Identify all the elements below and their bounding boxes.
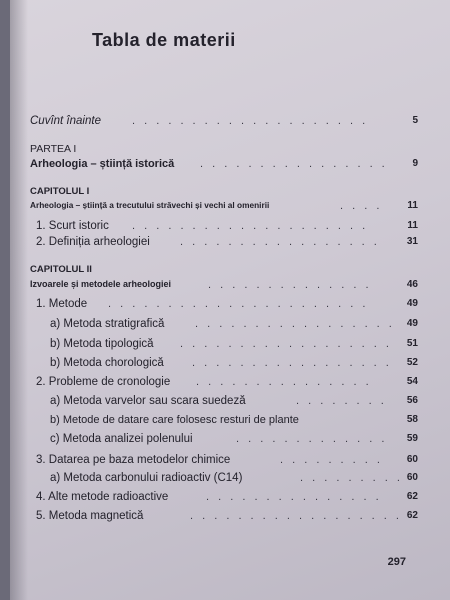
toc-leader-dots: . . . . . . . . . . . . . . . . . . . . [132,115,369,127]
toc-entry-label: Arheologia – știință istorică [30,158,175,170]
toc-entry-label: 5. Metoda magnetică [36,510,144,522]
toc-entry-label: 2. Probleme de cronologie [36,376,171,388]
book-page [10,0,450,600]
toc-chapter-heading [10,264,450,280]
toc-leader-dots: . . . . . . . . . . . . . . . . . [195,318,395,330]
toc-entry-page: 49 [406,298,418,309]
toc-leader-dots: . . . . . . . . . . . . . . . [206,491,382,503]
toc-entry-page: 49 [406,318,418,329]
toc-leader-dots: . . . . . . . . . . . . . . . . [200,158,388,170]
toc-entry-part-title [10,158,450,174]
toc-entry-page: 56 [406,395,418,406]
toc-entry-page: 62 [406,491,418,502]
toc-leader-dots: . . . . [340,200,383,212]
toc-leader-dots: . . . . . . . . [296,395,387,407]
toc-entry-page: 11 [407,220,418,231]
toc-entry-page: 5 [412,115,418,126]
toc-entry [10,298,450,314]
toc-entry-label: a) Metoda stratigrafică [50,318,165,330]
toc-entry-page: 11 [407,200,418,211]
toc-entry [10,472,450,488]
toc-entry [10,236,450,252]
toc-entry-page: 46 [406,279,418,290]
toc-entry [10,491,450,507]
toc-entry [10,454,450,470]
toc-leader-dots: . . . . . . . . . . . . . . . . . . [190,510,402,522]
toc-entry [10,318,450,334]
toc-leader-dots: . . . . . . . . . . . . . . . . . . [180,338,392,350]
toc-leader-dots: . . . . . . . . . [300,472,403,484]
toc-entry-page: 51 [406,338,418,349]
toc-leader-dots: . . . . . . . . . . . . . . . . . . . . . . [108,298,369,310]
toc-entry [10,220,450,236]
toc-entry-label: b) Metoda chorologică [50,357,164,369]
toc-entry [10,414,450,430]
toc-entry-label: 1. Metode [36,298,88,310]
toc-leader-dots: . . . . . . . . . . . . . . . [196,376,372,388]
toc-entry-label: 2. Definiția arheologiei [36,236,150,248]
toc-entry [10,433,450,449]
toc-entry-label: 3. Datarea pe baza metodelor chimice [36,454,231,466]
toc-entry-label: a) Metoda varvelor sau scara suedeză [50,395,246,407]
toc-entry [10,338,450,354]
toc-entry-page: 54 [406,376,418,387]
toc-entry [10,357,450,373]
toc-entry-label: 1. Scurt istoric [36,220,109,232]
toc-entry-label: PARTEA I [30,143,77,155]
toc-entry [10,395,450,411]
page-title: Tabla de materii [92,30,236,50]
page-number: 297 [387,556,406,568]
toc-entry-label: b) Metode de datare care folosesc resturi de plante [50,414,299,426]
toc-part-heading [10,143,450,159]
toc-entry [10,510,450,526]
toc-entry-label: Arheologia – știință a trecutului străvechi și vechi al omenirii [30,200,270,210]
toc-entry-page: 62 [406,510,418,521]
toc-entry-chapter-title [10,200,450,216]
toc-entry-page: 9 [412,158,418,169]
toc-entry-page: 60 [406,454,418,465]
toc-entry-label: b) Metoda tipologică [50,338,154,350]
toc-leader-dots: . . . . . . . . . . . . . [236,433,388,445]
toc-leader-dots: . . . . . . . . . . . . . . [208,279,372,291]
toc-leader-dots: . . . . . . . . . [280,454,383,466]
toc-entry-page: 58 [406,414,418,425]
toc-entry [10,376,450,392]
toc-entry-label: 4. Alte metode radioactive [36,491,169,503]
toc-entry-page: 52 [406,357,418,368]
toc-leader-dots: . . . . . . . . . . . . . . . . . [192,357,392,369]
toc-entry-page: 31 [406,236,418,247]
toc-entry-label: Cuvînt înainte [30,115,101,127]
toc-entry-label: CAPITOLUL I [30,186,90,197]
toc-entry-label: CAPITOLUL II [30,264,92,275]
toc-leader-dots: . . . . . . . . . . . . . . . . . . . . [132,220,369,232]
toc-entry-page: 59 [406,433,418,444]
toc-entry-chapter-title [10,279,450,295]
toc-entry-label: a) Metoda carbonului radioactiv (C14) [50,472,243,484]
toc-leader-dots: . . . . . . . . . . . . . . . . . [180,236,380,248]
toc-entry-foreword [10,115,450,131]
toc-entry-label: c) Metoda analizei polenului [50,433,193,445]
toc-entry-page: 60 [406,472,418,483]
toc-entry-label: Izvoarele și metodele arheologiei [30,279,172,289]
